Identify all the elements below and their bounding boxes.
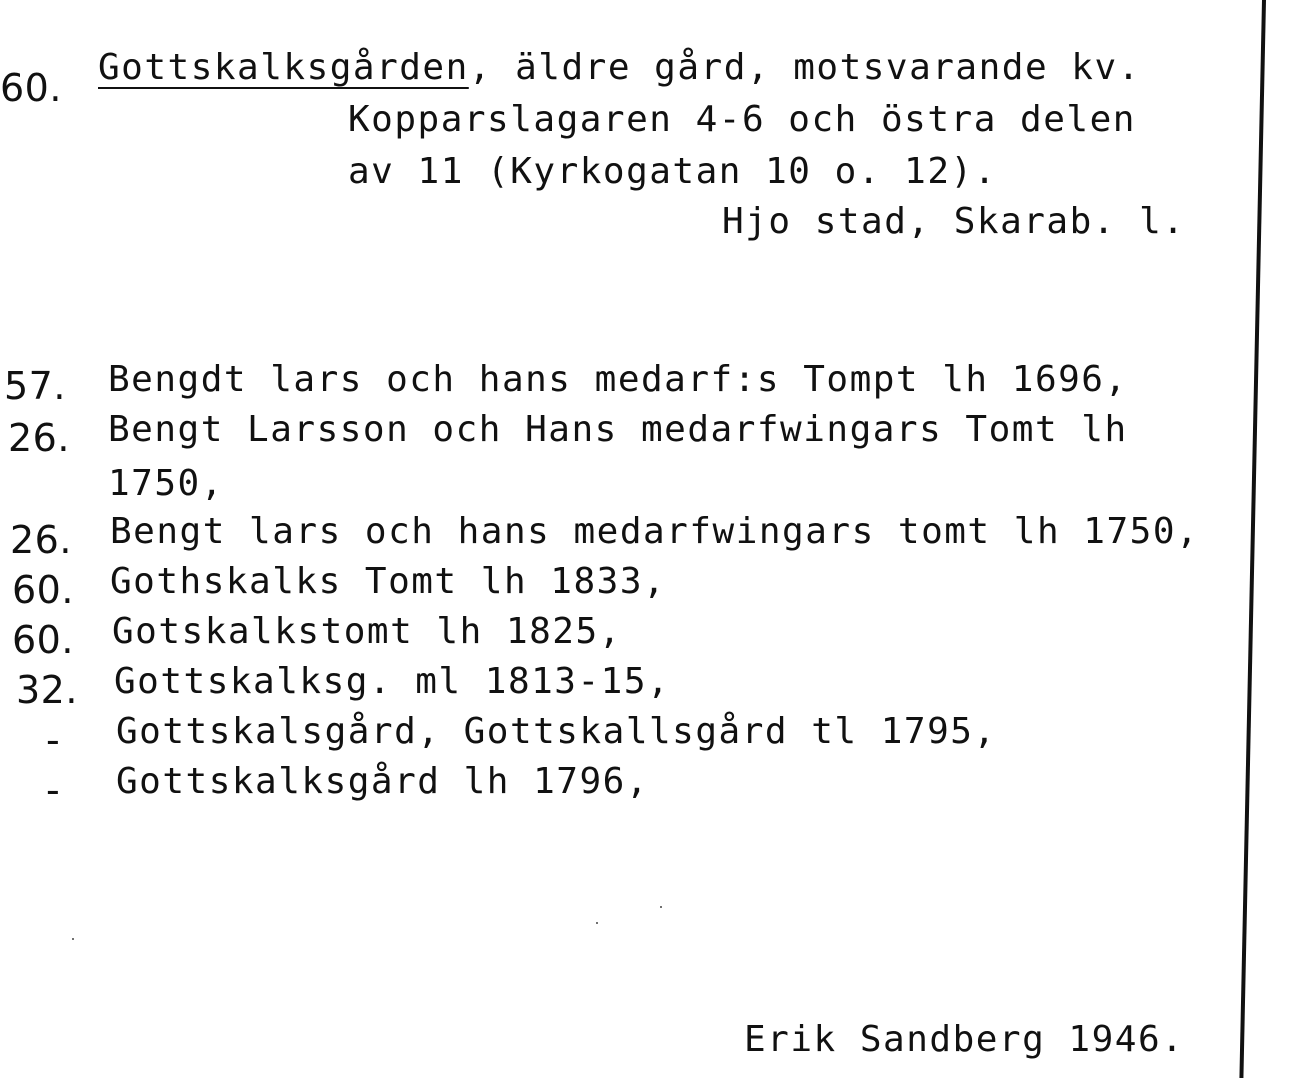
entry-text: Gotskalkstomt lh 1825,: [112, 611, 622, 652]
header-line-1-rest: , äldre gård, motsvarande kv.: [468, 47, 1141, 88]
entry-number: 26.: [10, 518, 72, 562]
entry-number: 32.: [16, 668, 78, 712]
entry-number: 26.: [8, 416, 70, 460]
scan-speck: [596, 922, 598, 924]
entry-number: 57.: [4, 364, 66, 408]
entry-text: Gottskalksg. ml 1813-15,: [114, 661, 671, 702]
entry-continuation: 1750,: [108, 463, 224, 504]
scan-speck: [72, 938, 74, 940]
signature: Erik Sandberg 1946.: [744, 1019, 1185, 1060]
entry-text: Gottskalksgård lh 1796,: [116, 761, 649, 802]
place-name: Gottskalksgården: [98, 47, 469, 88]
entry-number: 60.: [12, 618, 74, 662]
entry-text: Bengt Larsson och Hans medarfwingars Tomt lh: [108, 409, 1128, 450]
entry-dash: -: [46, 768, 61, 812]
header-line-1: [98, 48, 1141, 88]
header-line-2: Kopparslagaren 4-6 och östra delen: [348, 99, 1136, 140]
entry-text: Bengt lars och hans medarfwingars tomt lh 1750,: [110, 511, 1200, 552]
header-number: 60.: [0, 66, 62, 110]
header-line-3: av 11 (Kyrkogatan 10 o. 12).: [348, 151, 997, 192]
entry-text: Bengdt lars och hans medarf:s Tompt lh 1696,: [108, 359, 1128, 400]
entry-number: 60.: [12, 568, 74, 612]
entry-text: Gottskalsgård, Gottskallsgård tl 1795,: [116, 711, 997, 752]
entry-dash: -: [46, 718, 61, 762]
scan-speck: [660, 906, 662, 908]
card-edge-line: [1239, 0, 1266, 1078]
header-line-4: Hjo stad, Skarab. l.: [722, 201, 1186, 242]
entry-text: Gothskalks Tomt lh 1833,: [110, 561, 667, 602]
